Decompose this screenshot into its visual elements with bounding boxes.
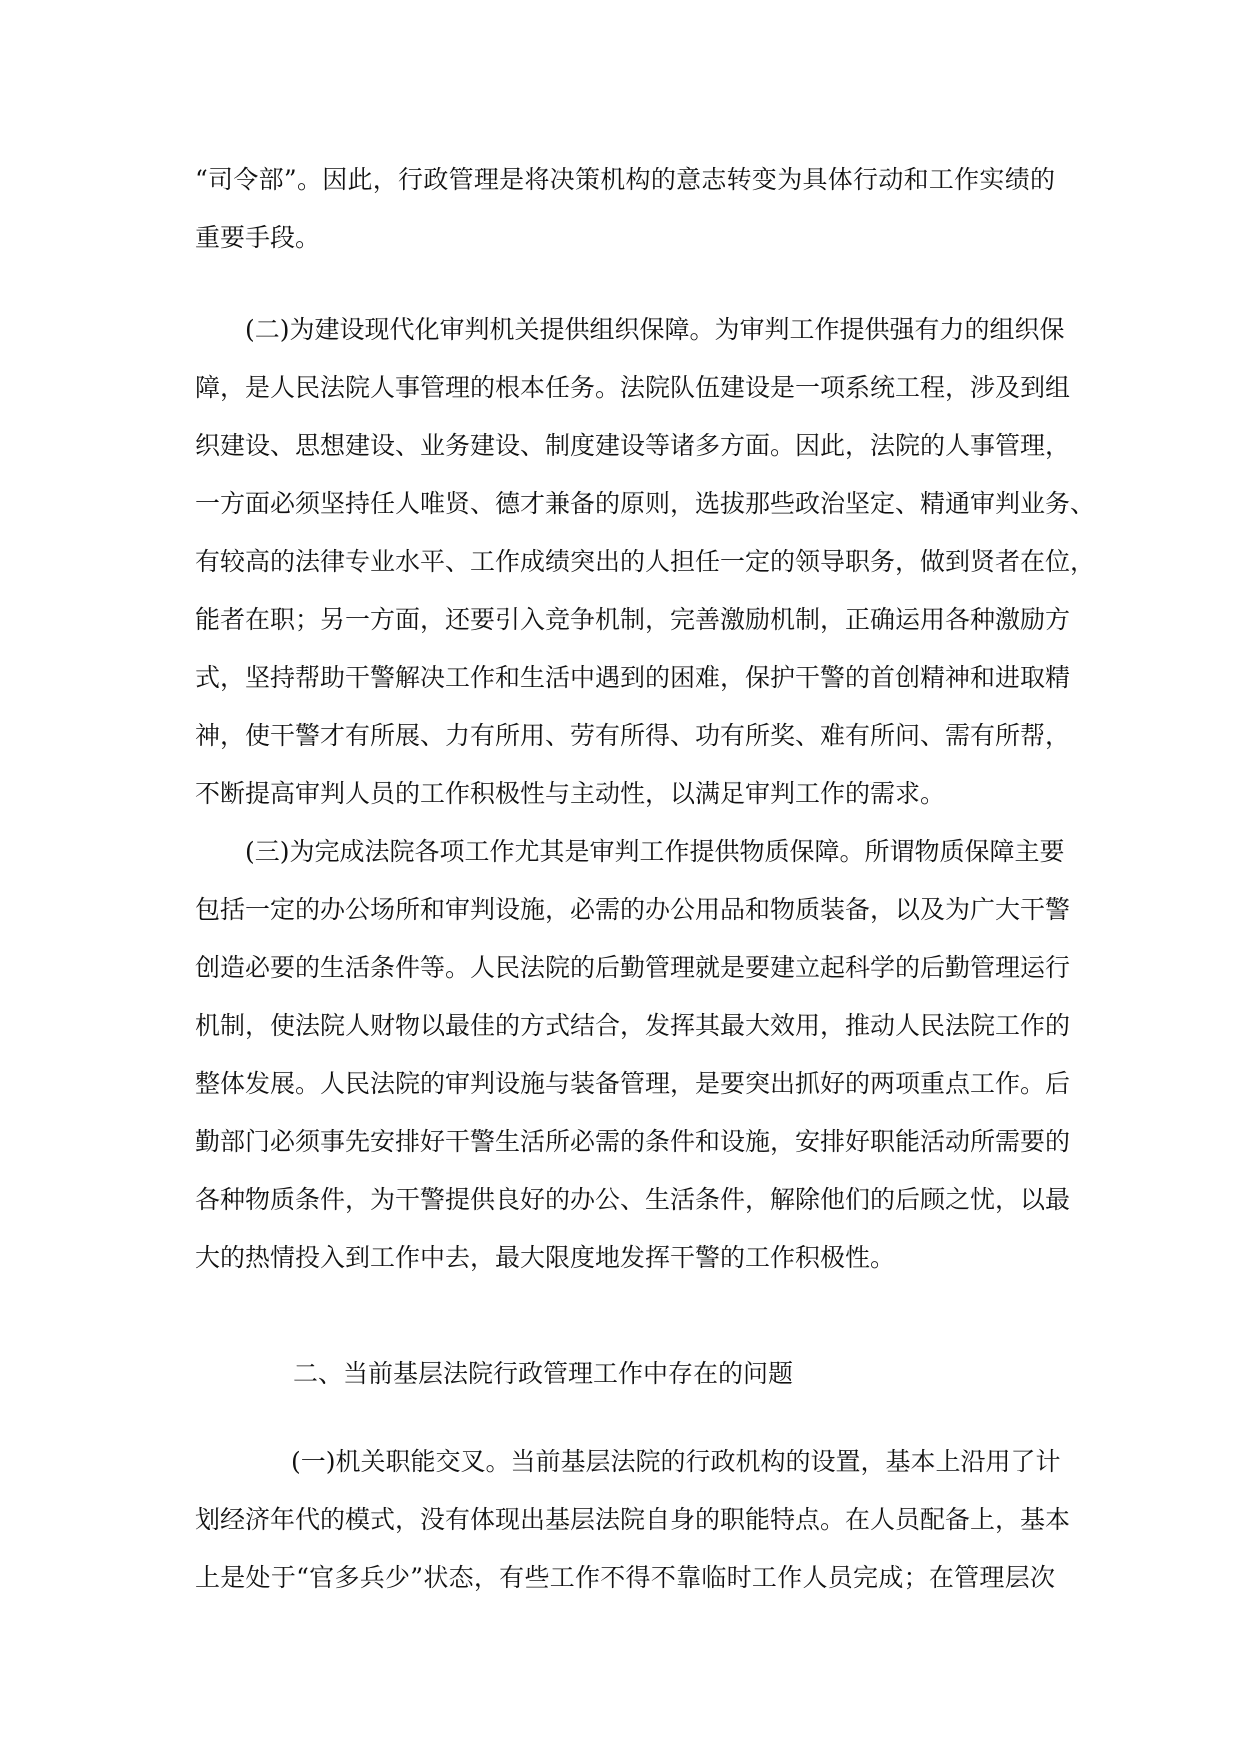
paragraph-line: 不断提高审判人员的工作积极性与主动性，以满足审判工作的需求。 <box>195 779 946 808</box>
paragraph-line: 神，使干警才有所展、力有所用、劳有所得、功有所奖、难有所问、需有所帮， <box>195 721 1071 750</box>
paragraph-line: 一方面必须坚持任人唯贤、德才兼备的原则，选拔那些政治坚定、精通审判业务、 <box>195 489 1096 518</box>
section-heading <box>293 1345 1055 1403</box>
paragraph-line: 创造必要的生活条件等。人民法院的后勤管理就是要建立起科学的后勤管理运行 <box>195 953 1071 982</box>
paragraph-line: 重要手段。 <box>195 223 321 252</box>
section-heading-text: 二、当前基层法院行政管理工作中存在的问题 <box>293 1359 794 1388</box>
paragraph-line: 机制，使法院人财物以最佳的方式结合，发挥其最大效用，推动人民法院工作的 <box>195 1011 1071 1040</box>
paragraph-line: 大的热情投入到工作中去，最大限度地发挥干警的工作积极性。 <box>195 1243 896 1272</box>
paragraph-command-center <box>195 151 1055 267</box>
paragraph-line: (三)为完成法院各项工作尤其是审判工作提供物质保障。所谓物质保障主要 <box>245 837 1065 866</box>
paragraph-material-guarantee <box>195 823 1071 1287</box>
paragraph-line: (二)为建设现代化审判机关提供组织保障。为审判工作提供强有力的组织保 <box>245 315 1065 344</box>
paragraph-line: 能者在职；另一方面，还要引入竞争机制，完善激励机制，正确运用各种激励方 <box>195 605 1071 634</box>
paragraph-line: 障，是人民法院人事管理的根本任务。法院队伍建设是一项系统工程，涉及到组 <box>195 373 1071 402</box>
paragraph-line: 织建设、思想建设、业务建设、制度建设等诸多方面。因此，法院的人事管理， <box>195 431 1071 460</box>
paragraph-line: 整体发展。人民法院的审判设施与装备管理，是要突出抓好的两项重点工作。后 <box>195 1069 1071 1098</box>
paragraph-line: 勤部门必须事先安排好干警生活所必需的条件和设施，安排好职能活动所需要的 <box>195 1127 1071 1156</box>
paragraph-line: 上是处于“官多兵少”状态，有些工作不得不靠临时工作人员完成；在管理层次 <box>195 1563 1055 1592</box>
paragraph-organization-guarantee <box>195 301 1096 823</box>
paragraph-line: “司令部”。因此，行政管理是将决策机构的意志转变为具体行动和工作实绩的 <box>195 165 1055 194</box>
paragraph-function-overlap <box>195 1433 1071 1607</box>
paragraph-line: (一)机关职能交叉。当前基层法院的行政机构的设置，基本上沿用了计 <box>291 1447 1061 1476</box>
paragraph-line: 包括一定的办公场所和审判设施，必需的办公用品和物质装备，以及为广大干警 <box>195 895 1071 924</box>
paragraph-line: 式，坚持帮助干警解决工作和生活中遇到的困难，保护干警的首创精神和进取精 <box>195 663 1071 692</box>
paragraph-line: 各种物质条件，为干警提供良好的办公、生活条件，解除他们的后顾之忧，以最 <box>195 1185 1071 1214</box>
paragraph-line: 有较高的法律专业水平、工作成绩突出的人担任一定的领导职务，做到贤者在位， <box>195 547 1096 576</box>
paragraph-line: 划经济年代的模式，没有体现出基层法院自身的职能特点。在人员配备上，基本 <box>195 1505 1071 1534</box>
